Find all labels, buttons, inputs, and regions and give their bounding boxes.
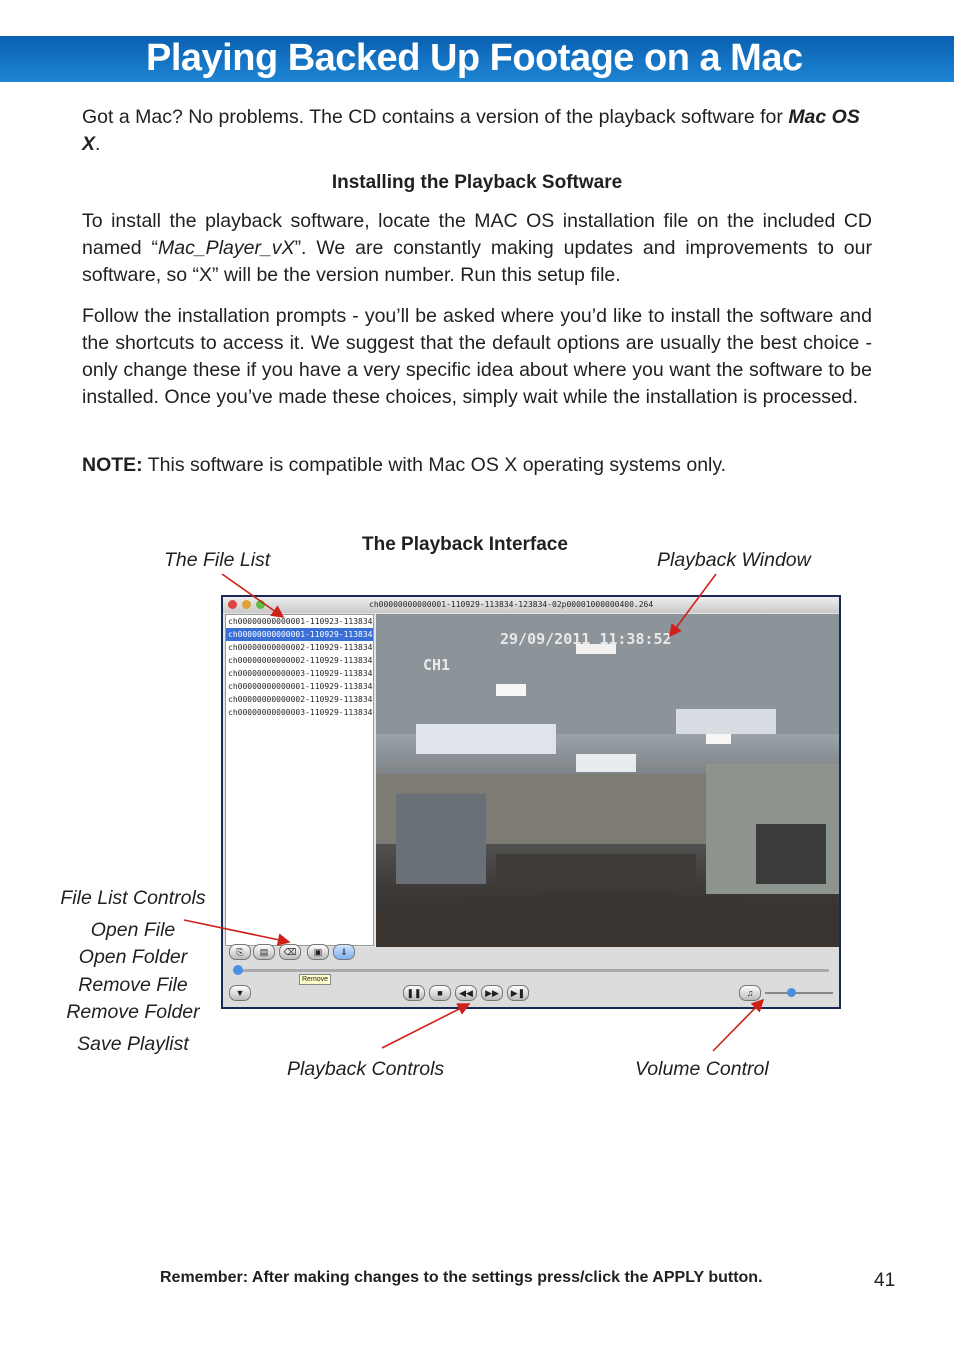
installer-filename: Mac_Player_vX: [158, 237, 295, 259]
label-playback-controls: Playback Controls: [287, 1058, 445, 1080]
section-heading: Installing the Playback Software: [331, 172, 623, 193]
save-playlist-icon: ⇓: [340, 947, 348, 957]
file-list-item[interactable]: ch00000000000001-110923-113834: [228, 617, 373, 626]
arrow-file-list-controls: [184, 920, 289, 942]
file-list-item[interactable]: ch00000000000001-110929-113834: [228, 682, 373, 691]
note-label: NOTE:: [82, 454, 143, 476]
osd-timestamp: 29/09/2011 11:38:52: [500, 630, 672, 648]
intro-text: Got a Mac? No problems. The CD contains a version of the playback software for: [82, 106, 789, 128]
label-remove-file: Remove File: [78, 974, 188, 996]
remove-file-icon: ⌫: [283, 947, 297, 957]
remove-tooltip: Remove: [299, 974, 331, 985]
install-text-b: ”. We are constantly making updates and improvements to our software, so “X” will be the version number. Run this setup file.: [82, 237, 872, 286]
speaker-icon: ♫: [746, 988, 754, 998]
label-remove-folder: Remove Folder: [66, 1001, 200, 1023]
open-file-icon: ⎘: [236, 947, 244, 957]
open-folder-icon: ▤: [259, 947, 269, 957]
page-number: 41: [874, 1270, 896, 1291]
note-text: This software is compatible with Mac OS X operating systems only.: [142, 454, 727, 476]
label-save-playlist: Save Playlist: [77, 1033, 189, 1055]
footer-reminder: Remember: After making changes to the settings press/click the APPLY button.: [160, 1269, 763, 1286]
intro-end: .: [95, 133, 101, 155]
install-text-a: To install the playback software, locate the MAC OS installation file on the included CD named “: [82, 210, 872, 259]
file-list-item[interactable]: ch00000000000003-110929-113834: [228, 708, 373, 717]
window-title: ch00000000000001-110929-113834-123834-02p00001000000400.264: [369, 600, 654, 609]
file-list-item[interactable]: ch00000000000002-110929-113834: [228, 695, 373, 704]
fast-forward-icon: ▶▶: [485, 988, 499, 998]
stop-icon: ■: [437, 988, 443, 998]
file-list-item-selected[interactable]: ch00000000000001-110929-113834: [228, 630, 373, 639]
label-playback-window: Playback Window: [657, 549, 811, 571]
figure-title: The Playback Interface: [362, 534, 568, 555]
label-file-list-controls: File List Controls: [60, 887, 206, 909]
file-list-item[interactable]: ch00000000000003-110929-113834: [228, 669, 373, 678]
remove-folder-icon: ▣: [313, 947, 323, 957]
arrow-playback-controls: [382, 1004, 469, 1048]
next-frame-icon: ▶❚: [510, 988, 526, 998]
label-file-list: The File List: [164, 549, 271, 571]
page-title: Playing Backed Up Footage on a Mac: [146, 37, 803, 79]
arrow-volume-control: [713, 1000, 763, 1051]
label-volume-control: Volume Control: [635, 1058, 769, 1080]
arrow-file-list: [222, 574, 283, 617]
rewind-icon: ◀◀: [459, 988, 473, 998]
chevron-down-icon: ▼: [235, 988, 245, 998]
label-open-file: Open File: [90, 919, 176, 941]
arrow-playback-window: [670, 574, 716, 636]
label-open-folder: Open Folder: [78, 946, 188, 968]
intro-os-name: Mac OS X: [82, 106, 860, 155]
pause-icon: ❚❚: [406, 988, 422, 998]
osd-channel: CH1: [423, 656, 451, 674]
file-list-item[interactable]: ch00000000000002-110929-113834: [228, 643, 373, 652]
file-list-item[interactable]: ch00000000000002-110929-113834: [228, 656, 373, 665]
prompts-paragraph: Follow the installation prompts - you’ll be asked where you’d like to install the software and the shortcuts to access it. We suggest that the default options are usually the best choice - only change these if you have a very specific idea about where you want the software to be installed. Once you’ve made these choices, simply wait while the installation is processed.: [82, 305, 872, 408]
